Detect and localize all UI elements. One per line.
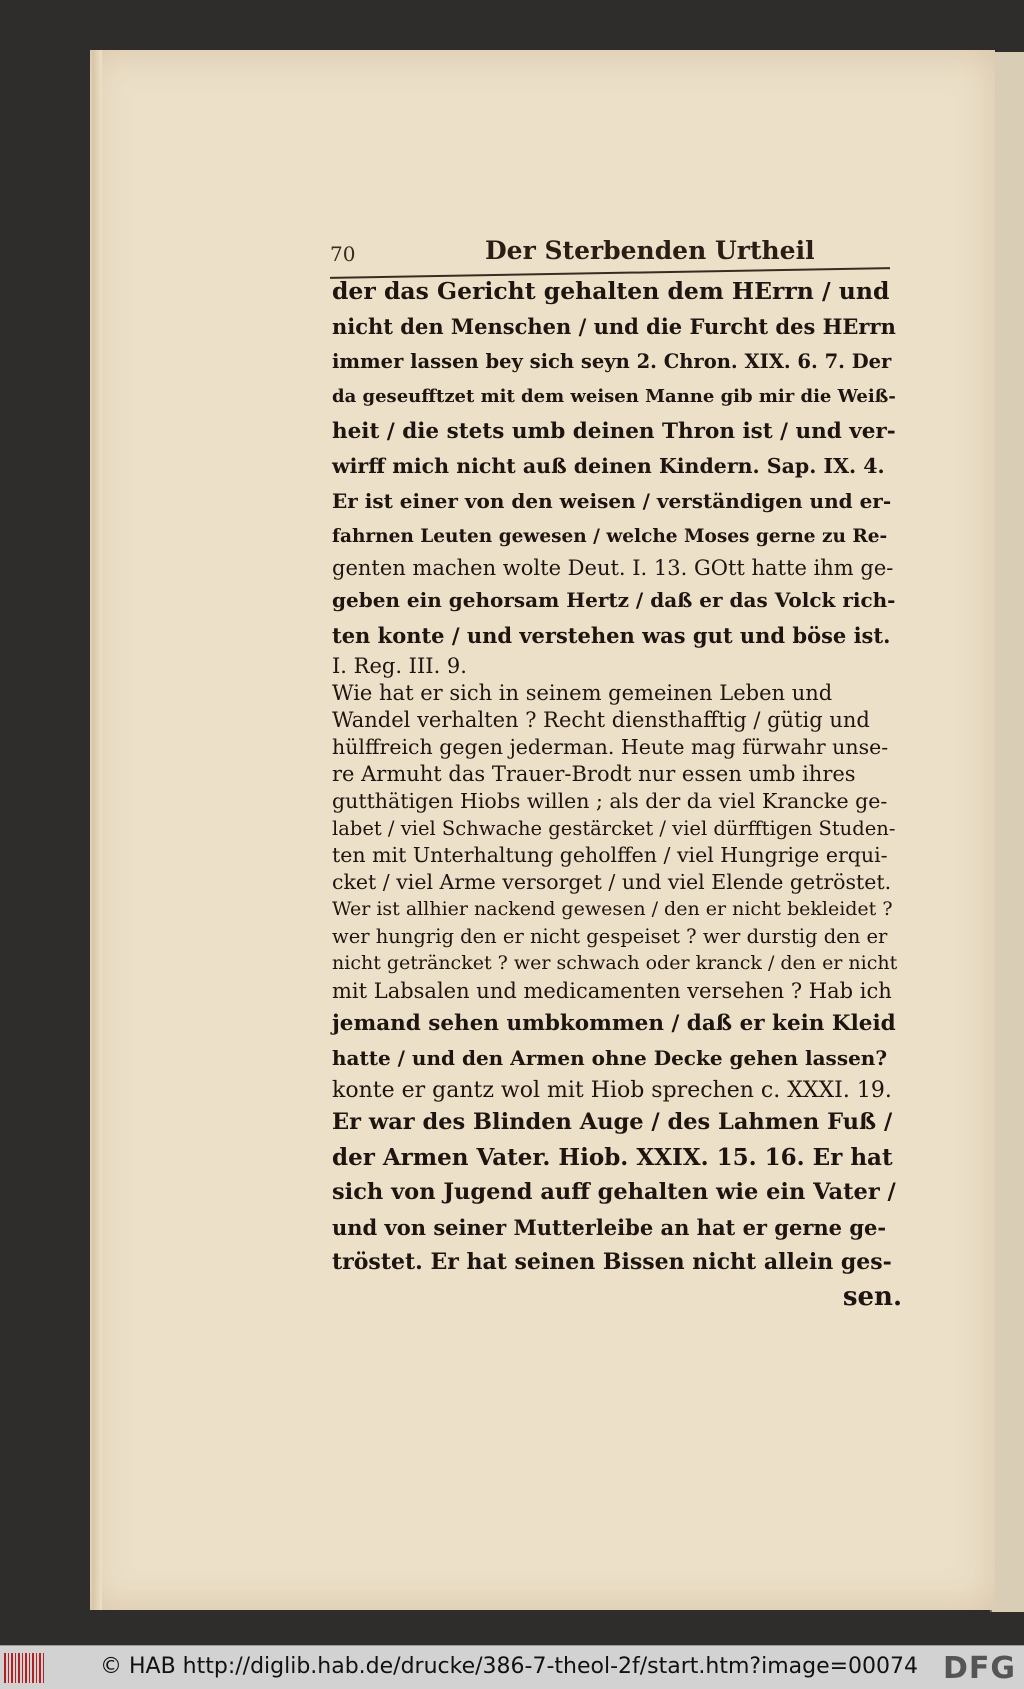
text-line: labet / viel Schwache gestärcket / viel dürfftigen Studen-	[332, 817, 896, 840]
text-line: nicht geträncket ? wer schwach oder kranck / den er nicht	[332, 952, 898, 974]
text-line: Wie hat er sich in seinem gemeinen Leben und	[332, 681, 833, 705]
dfg-logo: DFG	[942, 1651, 1016, 1686]
text-line: wer hungrig den er nicht gespeiset ? wer durstig den er	[332, 925, 888, 948]
running-head: Der Sterbenden Urtheil	[485, 236, 815, 265]
page-number: 70	[330, 242, 356, 266]
text-line: cket / viel Arme versorget / und viel Elende getröstet.	[332, 870, 892, 894]
text-line: genten machen wolte Deut. I. 13. GOtt hatte ihm ge-	[332, 556, 894, 580]
text-line: fahrnen Leuten gewesen / welche Moses gerne zu Re-	[332, 526, 888, 547]
text-line: jemand sehen umbkommen / daß er kein Kleid	[332, 1011, 896, 1036]
text-line: Er ist einer von den weisen / verständigen und er-	[332, 489, 892, 513]
text-line: gutthätigen Hiobs willen ; als der da viel Krancke ge-	[332, 789, 888, 813]
text-line: konte er gantz wol mit Hiob sprechen c. XXXI. 19.	[332, 1078, 892, 1103]
source-url[interactable]: © HAB http://diglib.hab.de/drucke/386-7-theol-2f/start.htm?image=00074	[100, 1654, 919, 1679]
text-line: nicht den Menschen / und die Furcht des HErrn	[332, 314, 896, 339]
text-line: tröstet. Er hat seinen Bissen nicht allein ges-	[332, 1249, 892, 1275]
text-line: und von seiner Mutterleibe an hat er gerne ge-	[332, 1215, 887, 1240]
adjacent-page-edge	[990, 52, 1024, 1612]
text-line: re Armuht das Trauer-Brodt nur essen umb ihres	[332, 762, 856, 786]
text-line: Wandel verhalten ? Recht diensthafftig / gütig und	[332, 708, 870, 732]
page-gutter-shadow	[92, 50, 102, 1610]
text-line: wirff mich nicht auß deinen Kindern. Sap. IX. 4.	[332, 454, 885, 478]
viewer-footer	[0, 1645, 1024, 1689]
text-line: Wer ist allhier nackend gewesen / den er nicht bekleidet ?	[332, 898, 893, 920]
text-line: mit Labsalen und medicamenten versehen ? Hab ich	[332, 979, 892, 1003]
text-line: hülffreich gegen jederman. Heute mag fürwahr unse-	[332, 735, 889, 759]
text-line: Er war des Blinden Auge / des Lahmen Fuß /	[332, 1109, 893, 1135]
text-line: ten mit Unterhaltung geholffen / viel Hungrige erqui-	[332, 843, 888, 867]
text-line: der das Gericht gehalten dem HErrn / und	[332, 277, 890, 305]
text-line: da geseufftzet mit dem weisen Manne gib mir die Weiß-	[332, 386, 896, 407]
text-line: ten konte / und verstehen was gut und böse ist.	[332, 623, 891, 648]
text-line: der Armen Vater. Hiob. XXIX. 15. 16. Er hat	[332, 1144, 893, 1171]
text-line: hatte / und den Armen ohne Decke gehen lassen?	[332, 1046, 888, 1070]
text-line: heit / die stets umb deinen Thron ist / und ver-	[332, 419, 896, 444]
text-line: sen.	[842, 1282, 902, 1312]
text-line: I. Reg. III. 9.	[332, 654, 467, 678]
text-line: sich von Jugend auff gehalten wie ein Vater /	[332, 1179, 896, 1205]
barcode-icon	[4, 1653, 46, 1683]
page-body-text	[332, 274, 902, 1315]
page-header	[330, 236, 890, 272]
text-line: immer lassen bey sich seyn 2. Chron. XIX. 6. 7. Der	[332, 350, 892, 373]
text-line: geben ein gehorsam Hertz / daß er das Volck rich-	[332, 588, 896, 612]
